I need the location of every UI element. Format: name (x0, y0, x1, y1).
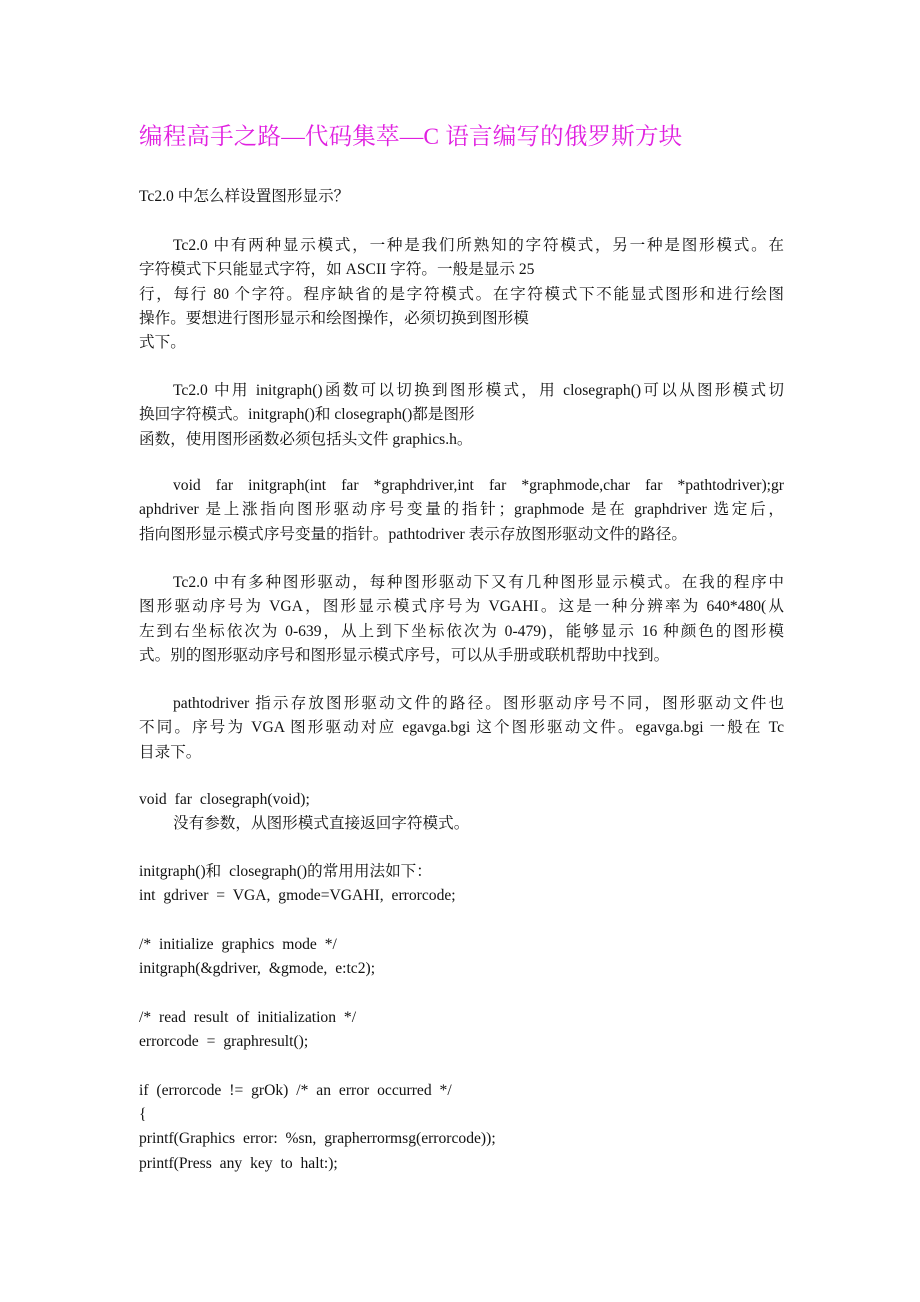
paragraph-line: Tc2.0 中有两种显示模式，一种是我们所熟知的字符模式，另一种是图形模式。在 (173, 237, 784, 254)
code-line: errorcode = graphresult(); (139, 1033, 309, 1051)
paragraph-line: void far initgraph(int far *graphdriver,int far *graphmode,char far *pathtodriver);gr (173, 477, 784, 494)
paragraph-line: 式。别的图形驱动序号和图形显示模式序号，可以从手册或联机帮助中找到。 (139, 646, 670, 664)
paragraph-line: 指向图形显示模式序号变量的指针。pathtodriver 表示存放图形驱动文件的路径。 (139, 525, 687, 543)
paragraph-line: 字符模式下只能显式字符，如 ASCII 字符。一般是显示 25 (139, 261, 535, 279)
paragraph-line: 式下。 (139, 334, 186, 352)
usage-intro: initgraph()和 closegraph()的常用用法如下： (139, 863, 432, 880)
paragraph-initgraph-signature (139, 474, 784, 547)
question-heading: Tc2.0 中怎么样设置图形显示？ (139, 188, 350, 205)
paragraph-line: 函数，使用图形函数必须包括头文件 graphics.h。 (139, 430, 473, 448)
paragraph-pathtodriver (139, 692, 784, 765)
paragraph-line: Tc2.0 中用 initgraph()函数可以切换到图形模式，用 closegraph()可以从图形模式切 (173, 382, 784, 399)
code-line: /* read result of initialization */ (139, 1008, 357, 1026)
paragraph-line: 左到右坐标依次为 0-639，从上到下坐标依次为 0-479)，能够显示 16 种颜色的图形模 (139, 622, 784, 640)
paragraph-line: 换回字符模式。initgraph()和 closegraph()都是图形 (139, 406, 475, 424)
code-line: printf(Press any key to halt:); (139, 1154, 338, 1172)
closegraph-signature: void far closegraph(void); (139, 791, 310, 808)
paragraph-initgraph (139, 379, 784, 452)
code-line: /* initialize graphics mode */ (139, 935, 337, 953)
code-example (139, 860, 784, 1176)
code-line: if (errorcode != grOk) /* an error occurred */ (139, 1081, 452, 1099)
paragraph-line: 行，每行 80 个字符。程序缺省的是字符模式。在字符模式下不能显式图形和进行绘图 (139, 285, 784, 303)
closegraph-description: 没有参数，从图形模式直接返回字符模式。 (173, 815, 470, 833)
code-line: int gdriver = VGA, gmode=VGAHI, errorcode; (139, 887, 456, 905)
section-question (139, 185, 784, 209)
document-title: 编程高手之路—代码集萃—C 语言编写的俄罗斯方块 (139, 124, 683, 150)
code-line (139, 1054, 784, 1078)
code-line (139, 909, 784, 933)
paragraph-display-modes (139, 234, 784, 355)
code-line: initgraph(&gdriver, &gmode, e:tc2); (139, 960, 376, 978)
code-line: { (139, 1105, 147, 1123)
paragraph-line: 图形驱动序号为 VGA，图形显示模式序号为 VGAHI。这是一种分辨率为 640*480(从 (139, 598, 784, 616)
section-closegraph (139, 788, 784, 837)
paragraph-line: aphdriver 是上涨指向图形驱动序号变量的指针；graphmode 是在 graphdriver 选定后， (139, 501, 784, 519)
paragraph-line: 目录下。 (139, 743, 202, 761)
paragraph-graphics-drivers (139, 571, 784, 668)
paragraph-line: pathtodriver 指示存放图形驱动文件的路径。图形驱动序号不同，图形驱动文件也 (173, 695, 784, 712)
paragraph-line: 操作。要想进行图形显示和绘图操作，必须切换到图形模 (139, 309, 529, 327)
code-line: printf(Graphics error: %sn, grapherrormsg(errorcode)); (139, 1130, 496, 1148)
code-line (139, 981, 784, 1005)
paragraph-line: 不同。序号为 VGA 图形驱动对应 egavga.bgi 这个图形驱动文件。egavga.bgi 一般在 Tc (139, 719, 784, 737)
paragraph-line: Tc2.0 中有多种图形驱动，每种图形驱动下又有几种图形显示模式。在我的程序中 (173, 574, 784, 591)
